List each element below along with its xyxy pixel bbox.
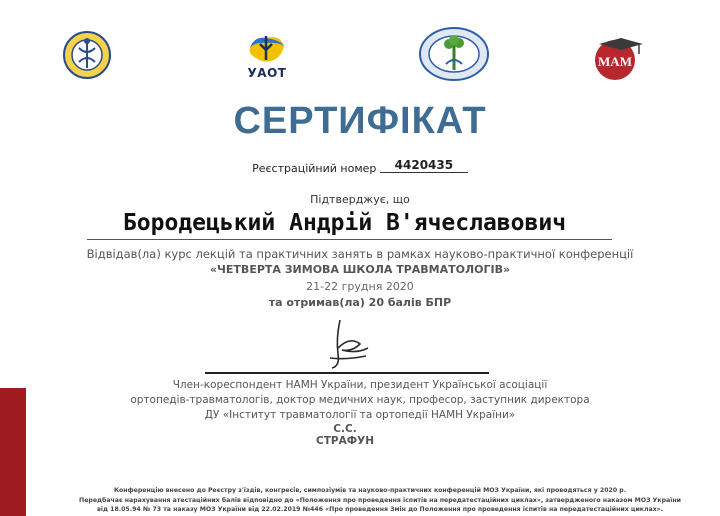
signature-line — [205, 372, 489, 374]
uaot-logo — [244, 30, 290, 66]
signatory-line-2: ортопедів-травматологів, доктор медичних наук, професор, заступник директора — [130, 394, 590, 406]
confirms-text: Підтверджує, що — [310, 193, 410, 206]
points-awarded: та отримав(ла) 20 балів БПР — [268, 296, 452, 309]
signatory-line-1: Член-кореспондент НАМН України, президент Української асоціації — [172, 379, 548, 391]
uaot-label: УАОТ — [247, 66, 287, 80]
name-underline — [87, 239, 612, 240]
registration-number: 4420435 — [380, 158, 468, 173]
decorative-red-bar — [0, 388, 26, 516]
footnote-3: від 18.05.94 № 73 та наказу МОЗ України від 22.02.2019 №446 «Про проведення Змін до Положення про проведення іспитів на передатестаційних циклах». — [96, 506, 664, 513]
signature — [322, 318, 374, 376]
mam-logo — [591, 34, 645, 82]
conference-dates: 21-22 грудня 2020 — [306, 280, 414, 293]
mam-logo-text: МАМ — [598, 54, 632, 69]
certificate-title: СЕРТИФІКАТ — [233, 100, 487, 142]
footnote-2: Передбачає нарахування атестаційних балів відповідно до «Положення про проведення іспитів на передатестаційних циклах», затвердженого наказом МОЗ України — [79, 497, 681, 504]
conference-name: «ЧЕТВЕРТА ЗИМОВА ШКОЛА ТРАВМАТОЛОГІВ» — [209, 263, 511, 276]
institute-logo — [418, 26, 490, 82]
registration-row — [0, 160, 720, 175]
signatory-line-3: ДУ «Інститут травматології та ортопедії НАМН України» — [204, 409, 516, 421]
footnote-1: Конференцію внесено до Реєстру з'їздів, конгресів, симпозіумів та науково-практичних конференцій МОЗ України, які проводяться у 2020 р. — [113, 487, 627, 494]
association-logo — [62, 30, 112, 80]
attended-text: Відвідав(ла) курс лекцій та практичних занять в рамках науково-практичної конференції — [86, 247, 634, 261]
recipient-name: Бородецький Андрій В'ячеславович — [122, 210, 567, 236]
signatory-name: С.С. СТРАФУН — [316, 423, 374, 447]
registration-label: Реєстраційний номер — [252, 162, 377, 175]
